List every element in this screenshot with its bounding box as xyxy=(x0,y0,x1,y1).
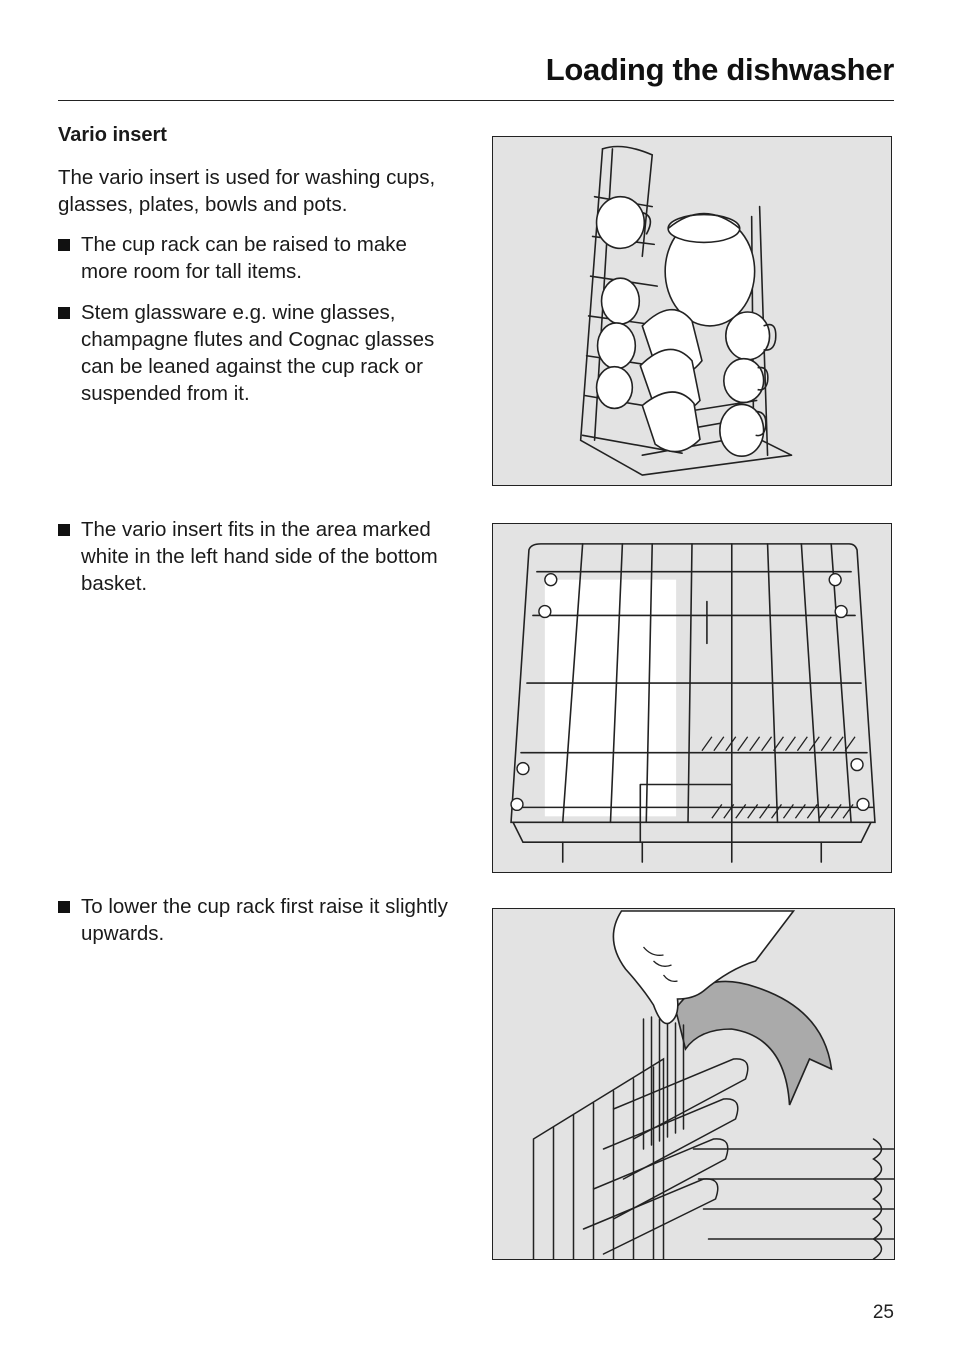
list-item xyxy=(58,516,458,597)
vario-insert-illustration xyxy=(493,137,891,485)
bullet-text: Stem glassware e.g. wine glasses, champagne flutes and Cognac glasses can be leaned against the cup rack or suspended from it. xyxy=(81,301,435,405)
header-rule xyxy=(58,100,894,101)
page-title: Loading the dishwasher xyxy=(545,52,894,87)
intro-paragraph: The vario insert is used for washing cups, glasses, plates, bowls and pots. xyxy=(58,166,436,216)
figure-vario-insert-loaded xyxy=(492,136,892,486)
square-bullet-icon xyxy=(58,524,70,536)
bullet-text: The vario insert fits in the area marked white in the left hand side of the bottom basket. xyxy=(81,518,438,595)
bottom-basket-illustration xyxy=(493,524,891,872)
list-item xyxy=(58,299,458,407)
vario-insert-text xyxy=(58,124,458,421)
basket-text xyxy=(58,516,458,611)
list-item xyxy=(58,231,458,285)
lowering-text xyxy=(58,893,458,961)
figure-lower-cup-rack xyxy=(492,908,895,1260)
square-bullet-icon xyxy=(58,239,70,251)
section-heading: Vario insert xyxy=(58,124,167,146)
bullet-text: The cup rack can be raised to make more room for tall items. xyxy=(81,233,407,283)
figure-bottom-basket xyxy=(492,523,892,873)
list-item xyxy=(58,893,458,947)
lower-cup-rack-illustration xyxy=(493,909,894,1259)
page-number: 25 xyxy=(872,1302,894,1323)
square-bullet-icon xyxy=(58,901,70,913)
bullet-text: To lower the cup rack first raise it slightly upwards. xyxy=(81,895,448,945)
rotate-arrow-icon xyxy=(676,981,832,1105)
square-bullet-icon xyxy=(58,307,70,319)
